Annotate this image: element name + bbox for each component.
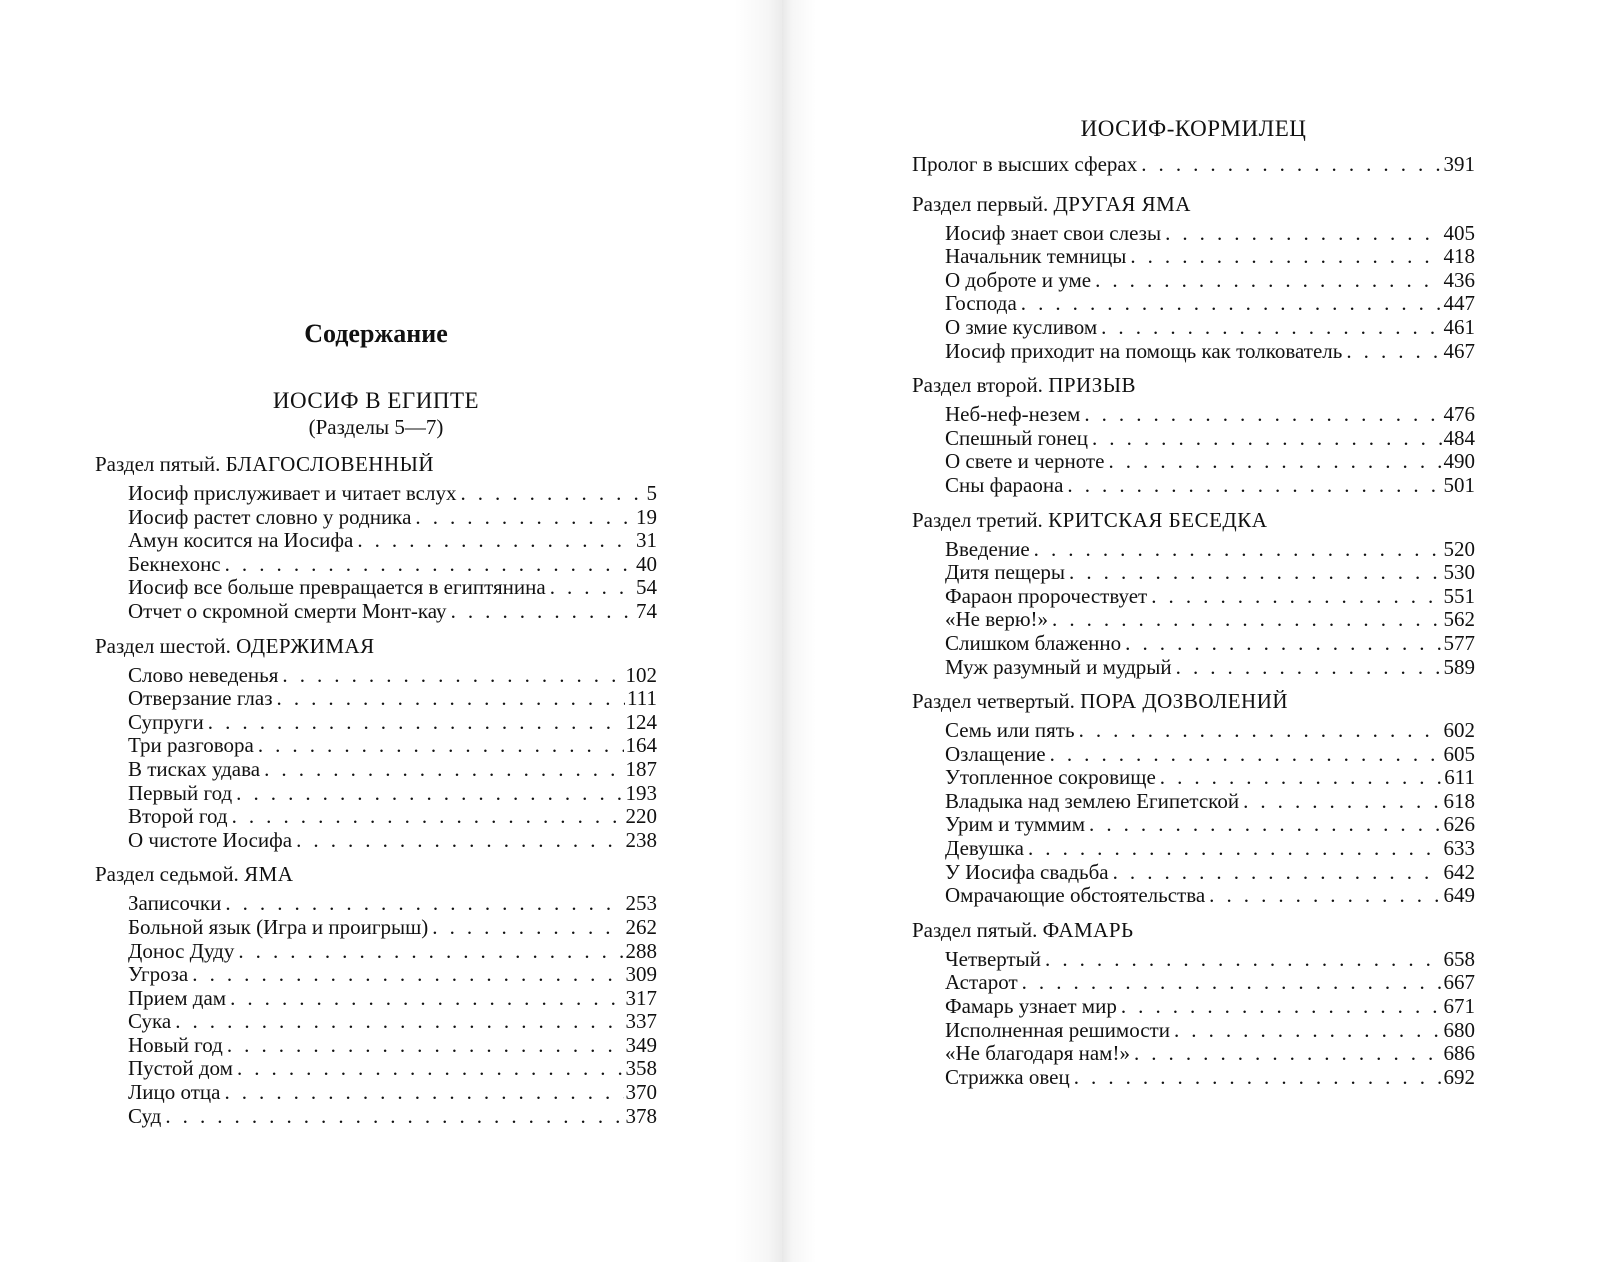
section-title[interactable] [912,507,1475,534]
toc-entry-page-number: 611 [1444,765,1475,790]
toc-entry-title: Четвертый [945,946,1042,971]
toc-entry-leader-dots [1088,427,1442,451]
toc-entry-title: Второй год [128,804,228,829]
toc-entry-title: Первый год [128,780,233,805]
toc-entry-leader-dots [1018,971,1442,995]
toc-entry[interactable] [912,813,1475,837]
toc-entry-title: Сны фараона [945,472,1064,497]
toc-entry[interactable] [95,734,657,758]
section-label: Раздел седьмой. [95,862,239,887]
section-name: ОДЕРЖИМАЯ [236,633,375,658]
toc-entry-leader-dots [1070,1066,1442,1090]
toc-entry-title: Спешный гонец [945,425,1088,450]
section-label: Раздел второй. [912,373,1043,398]
toc-entry-leader-dots [1170,1019,1442,1043]
toc-entry[interactable] [912,474,1475,498]
toc-entry-page-number: 562 [1443,607,1475,632]
toc-entry-page-number: 484 [1443,425,1475,450]
toc-entry-title: Исполненная решимости [945,1017,1170,1042]
toc-entry-title: В тисках удава [128,756,261,781]
book-title: ИОСИФ-КОРМИЛЕЦ [1080,116,1307,141]
toc-entry-page-number: 605 [1443,741,1475,766]
toc-entry-leader-dots [220,1081,623,1105]
toc-entry-leader-dots [292,829,623,853]
toc-entry-title: Супруги [128,709,204,734]
toc-entry-page-number: 238 [625,827,657,852]
toc-entry-page-number: 370 [625,1080,657,1105]
toc-entry-title: О свете и черноте [945,449,1105,474]
toc-entry[interactable] [912,245,1475,269]
toc-entry[interactable] [95,916,657,940]
toc-section [912,917,1475,1090]
toc-entry-leader-dots [204,711,624,735]
toc-entry-title: Иосиф знает свои слезы [945,220,1162,245]
toc-entry-leader-dots [1046,743,1442,767]
toc-entry-title: Бекнехонс [128,551,221,576]
toc-entry-page-number: 124 [625,709,657,734]
toc-entry-leader-dots [353,529,634,553]
toc-entry-title: Урим и туммим [945,812,1086,837]
toc-entry-leader-dots [273,687,626,711]
toc-entry[interactable] [95,805,657,829]
section-name: ФАМАРЬ [1042,917,1134,942]
toc-entry-title: Больной язык (Игра и проигрыш) [128,914,429,939]
toc-entry-title: «Не благодаря нам!» [945,1041,1130,1066]
toc-entry[interactable] [912,971,1475,995]
toc-entry-title: Иосиф прислуживает и читает вслух [128,481,457,505]
section-name: ДРУГАЯ ЯМА [1053,191,1191,216]
section-label: Раздел четвертый. [912,689,1075,714]
left-toc-column [95,318,657,1137]
toc-entry-title: Фараон пророчествует [945,583,1148,608]
toc-entry[interactable] [912,743,1475,767]
toc-entry[interactable] [912,837,1475,861]
toc-entry-leader-dots [1161,222,1441,246]
toc-entry-page-number: 317 [625,985,657,1010]
toc-entry-title: Девушка [945,836,1024,861]
toc-entry-title: Новый год [128,1032,223,1057]
toc-entry-title: Дитя пещеры [945,560,1066,585]
toc-entry-page-number: 476 [1443,402,1475,427]
toc-entry[interactable] [912,269,1475,293]
toc-section [912,372,1475,497]
section-title[interactable] [912,917,1475,944]
toc-entry-page-number: 220 [625,804,657,829]
toc-entry[interactable] [95,482,657,506]
toc-entry-page-number: 337 [625,1009,657,1034]
toc-entry[interactable] [912,656,1475,680]
toc-section [95,861,657,1128]
toc-entry-leader-dots [1075,719,1442,743]
toc-entry-leader-dots [1085,813,1441,837]
toc-entry[interactable] [95,1105,657,1129]
toc-section [912,688,1475,908]
book-subtitle: (Разделы 5—7) [308,415,444,439]
toc-entry-leader-dots [234,940,623,964]
toc-entry-page-number: 649 [1443,883,1475,908]
toc-entry[interactable] [912,585,1475,609]
toc-sections [95,451,657,1128]
toc-entry-title: Пустой дом [128,1056,233,1081]
section-title[interactable] [95,861,657,888]
toc-section [912,507,1475,680]
toc-entry-leader-dots [1342,340,1441,364]
toc-entry-leader-dots [1065,561,1441,585]
toc-entry-title: Три разговора [128,733,254,758]
toc-entry-page-number: 633 [1443,836,1475,861]
toc-entry-leader-dots [1126,245,1441,269]
toc-entry[interactable] [95,600,657,624]
section-name: ПОРА ДОЗВОЛЕНИЙ [1080,689,1289,714]
section-name: БЛАГОСЛОВЕННЫЙ [225,452,435,476]
toc-entry[interactable] [95,987,657,1011]
section-title[interactable] [912,688,1475,715]
toc-entry-title: «Не верю!» [945,607,1049,632]
toc-entry[interactable] [912,340,1475,364]
toc-entry-leader-dots [221,553,634,577]
toc-entry-leader-dots [1156,766,1442,790]
toc-entry-page-number: 577 [1443,630,1475,655]
toc-entry-page-number: 309 [625,962,657,987]
toc-entry-page-number: 626 [1443,812,1475,837]
toc-entry[interactable] [912,1042,1475,1066]
toc-entry-leader-dots [1080,403,1441,427]
toc-entry-page-number: 405 [1443,220,1475,245]
toc-entry-title: Начальник темницы [945,244,1127,269]
toc-entry-page-number: 692 [1443,1064,1475,1089]
toc-entry-leader-dots [1239,790,1441,814]
toc-entry-leader-dots [411,506,634,530]
toc-entry-title: О змие кусливом [945,314,1098,339]
toc-heading: Содержание [304,319,448,348]
toc-entry-title: О чистоте Иосифа [128,827,293,852]
toc-entry[interactable] [912,861,1475,885]
toc-entry-title: Муж разумный и мудрый [945,654,1172,679]
toc-entry-title: Сука [128,1009,172,1034]
toc-entry-page-number: 520 [1443,536,1475,561]
toc-entry[interactable] [912,292,1475,316]
toc-entry-title: Слишком блаженно [945,630,1122,655]
section-title[interactable] [95,451,657,478]
toc-entry-title: О доброте и уме [945,267,1092,292]
toc-entry-leader-dots [1017,292,1442,316]
toc-entry-page-number: 602 [1443,718,1475,743]
toc-entry-leader-dots [1147,585,1441,609]
toc-entry-title: Угроза [128,962,189,987]
toc-entry-title: Иосиф приходит на помощь как толкователь [945,338,1343,363]
toc-entry-page-number: 378 [625,1103,657,1128]
toc-entry[interactable] [95,711,657,735]
toc-entry-page-number: 490 [1443,449,1475,474]
toc-entry[interactable] [95,1034,657,1058]
toc-entry-page-number: 461 [1443,314,1475,339]
toc-entry-leader-dots [456,482,644,506]
toc-entry-leader-dots [1097,316,1441,340]
toc-entry-page-number: 102 [625,662,657,687]
toc-entry[interactable] [912,719,1475,743]
toc-entry-title: Озлащение [945,741,1046,766]
toc-entry[interactable] [95,664,657,688]
toc-entry-page-number: 436 [1443,267,1475,292]
toc-entry[interactable] [912,608,1475,632]
toc-entry-title: Пролог в высших сферах [912,152,1138,176]
toc-entry-leader-dots [546,576,634,600]
section-label: Раздел пятый. [95,452,221,476]
toc-entry-leader-dots [171,1010,623,1034]
section-label: Раздел пятый. [912,917,1038,942]
toc-entry-page-number: 262 [625,914,657,939]
toc-entry-page-number: 530 [1443,560,1475,585]
toc-entry[interactable] [912,561,1475,585]
toc-entry-title: Омрачающие обстоятельства [945,883,1206,908]
toc-entry-page-number: 253 [625,891,657,916]
toc-entry[interactable] [95,1081,657,1105]
toc-entry-page-number: 74 [636,598,657,623]
toc-entry-page-number: 349 [625,1032,657,1057]
toc-entry-page-number: 193 [625,780,657,805]
toc-entry-title: Введение [945,536,1030,561]
section-label: Раздел первый. [912,191,1049,216]
toc-entry-leader-dots [188,963,623,987]
toc-entry-title: Неб-неф-незем [945,402,1081,427]
left-page [0,0,782,1262]
toc-entry-leader-dots [1048,608,1441,632]
toc-entry-page-number: 164 [625,733,657,758]
section-name: ЯМА [244,862,294,887]
toc-entry-leader-dots [1109,861,1442,885]
toc-entry-page-number: 187 [625,756,657,781]
book-title: ИОСИФ В ЕГИПТЕ [272,388,480,413]
toc-entry-page-number: 501 [1443,472,1475,497]
toc-entry[interactable] [95,758,657,782]
toc-entry-title: Суд [128,1103,162,1128]
toc-entry-leader-dots [1137,153,1441,177]
toc-entry-page-number: 551 [1443,583,1475,608]
toc-section [95,451,657,624]
section-name: ПРИЗЫВ [1048,373,1137,398]
toc-entry-title: Иосиф растет словно у родника [128,504,412,529]
toc-entry-leader-dots [1130,1042,1442,1066]
toc-entry-leader-dots [278,664,623,688]
toc-entry-leader-dots [226,987,623,1011]
toc-entry-leader-dots [223,1034,624,1058]
toc-entry-leader-dots [447,600,634,624]
toc-entry-leader-dots [428,916,623,940]
toc-entry[interactable] [95,576,657,600]
page-gutter-shadow [782,0,816,1262]
toc-entry-leader-dots [233,1057,624,1081]
toc-entry-leader-dots [260,758,623,782]
toc-entry-page-number: 54 [636,575,657,600]
toc-entry-page-number: 31 [636,528,657,553]
toc-sections [912,191,1475,1090]
toc-entry-title: Отчет о скромной смерти Монт-кау [128,598,447,623]
toc-entry-title: Семь или пять [945,718,1075,743]
toc-entry-title: Утопленное сокровище [945,765,1156,790]
toc-entry-page-number: 658 [1443,946,1475,971]
toc-entry-leader-dots [1121,632,1441,656]
toc-entry-leader-dots [1205,884,1441,908]
toc-entry-leader-dots [1024,837,1442,861]
toc-entry-page-number: 686 [1443,1041,1475,1066]
section-label: Раздел третий. [912,507,1043,532]
toc-entry-page-number: 40 [636,551,657,576]
section-label: Раздел шестой. [95,633,231,658]
toc-entry[interactable] [912,1019,1475,1043]
toc-entry[interactable] [912,790,1475,814]
toc-entry-page-number: 358 [625,1056,657,1081]
page-gutter-shadow [734,0,782,1262]
right-page [782,0,1599,1262]
toc-entry-title: Прием дам [128,985,227,1010]
toc-entry[interactable] [95,506,657,530]
toc-entry-title: Лицо отца [128,1080,221,1105]
toc-entry-prologue[interactable] [912,153,1475,177]
toc-entry[interactable] [95,829,657,853]
toc-entry-title: Фамарь узнает мир [945,994,1117,1019]
toc-entry-page-number: 111 [627,686,657,711]
toc-entry[interactable] [95,529,657,553]
toc-entry-page-number: 467 [1443,338,1475,363]
toc-entry[interactable] [912,884,1475,908]
section-title[interactable] [912,191,1475,218]
toc-entry-page-number: 5 [646,481,657,505]
toc-entry-page-number: 391 [1443,152,1475,176]
toc-entry-page-number: 589 [1443,654,1475,679]
section-title[interactable] [912,372,1475,399]
toc-entry[interactable] [95,963,657,987]
toc-entry[interactable] [95,1010,657,1034]
right-toc-column [912,115,1475,1098]
toc-entry[interactable] [912,632,1475,656]
toc-entry-leader-dots [254,734,624,758]
toc-entry[interactable] [912,450,1475,474]
toc-entry-page-number: 618 [1443,788,1475,813]
toc-entry-page-number: 671 [1443,994,1475,1019]
toc-entry[interactable] [912,427,1475,451]
section-title[interactable] [95,633,657,660]
toc-entry-title: У Иосифа свадьба [945,859,1109,884]
toc-entry[interactable] [95,687,657,711]
toc-section [912,191,1475,364]
toc-entry-title: Записочки [128,891,222,916]
toc-entry[interactable] [912,316,1475,340]
toc-entry[interactable] [912,222,1475,246]
toc-entry-title: Астарот [945,970,1018,995]
toc-entry[interactable] [95,553,657,577]
toc-entry[interactable] [95,940,657,964]
toc-entry-title: Амун косится на Иосифа [128,528,354,553]
toc-entry[interactable] [95,892,657,916]
toc-entry-leader-dots [1117,995,1442,1019]
toc-entry[interactable] [912,995,1475,1019]
toc-entry-leader-dots [161,1105,623,1129]
toc-section [95,633,657,853]
toc-entry-leader-dots [1041,948,1441,972]
toc-entry-title: Владыка над землею Египетской [945,788,1240,813]
section-name: КРИТСКАЯ БЕСЕДКА [1048,507,1268,532]
toc-entry[interactable] [912,403,1475,427]
toc-entry-page-number: 680 [1443,1017,1475,1042]
toc-entry-page-number: 418 [1443,244,1475,269]
toc-entry-title: Отверзание глаз [128,686,273,711]
toc-entry[interactable] [912,766,1475,790]
toc-entry-leader-dots [221,892,623,916]
toc-entry-leader-dots [1030,538,1442,562]
toc-entry-page-number: 288 [625,938,657,963]
toc-entry-page-number: 642 [1443,859,1475,884]
toc-entry-leader-dots [1104,450,1441,474]
toc-entry[interactable] [912,948,1475,972]
toc-entry-leader-dots [1063,474,1441,498]
toc-entry-leader-dots [232,782,623,806]
toc-entry-page-number: 447 [1443,291,1475,316]
toc-entry-title: Господа [945,291,1017,316]
toc-entry-leader-dots [1172,656,1442,680]
toc-entry-title: Иосиф все больше превращается в египтянина [128,575,546,600]
toc-entry-title: Стрижка овец [945,1064,1070,1089]
toc-entry-title: Слово неведенья [128,662,279,687]
toc-entry[interactable] [912,1066,1475,1090]
toc-entry-leader-dots [228,805,624,829]
toc-entry[interactable] [912,538,1475,562]
toc-entry-leader-dots [1091,269,1441,293]
toc-entry-title: Донос Дуду [128,938,235,963]
toc-entry-page-number: 667 [1443,970,1475,995]
toc-entry[interactable] [95,1057,657,1081]
toc-entry[interactable] [95,782,657,806]
toc-entry-page-number: 19 [636,504,657,529]
